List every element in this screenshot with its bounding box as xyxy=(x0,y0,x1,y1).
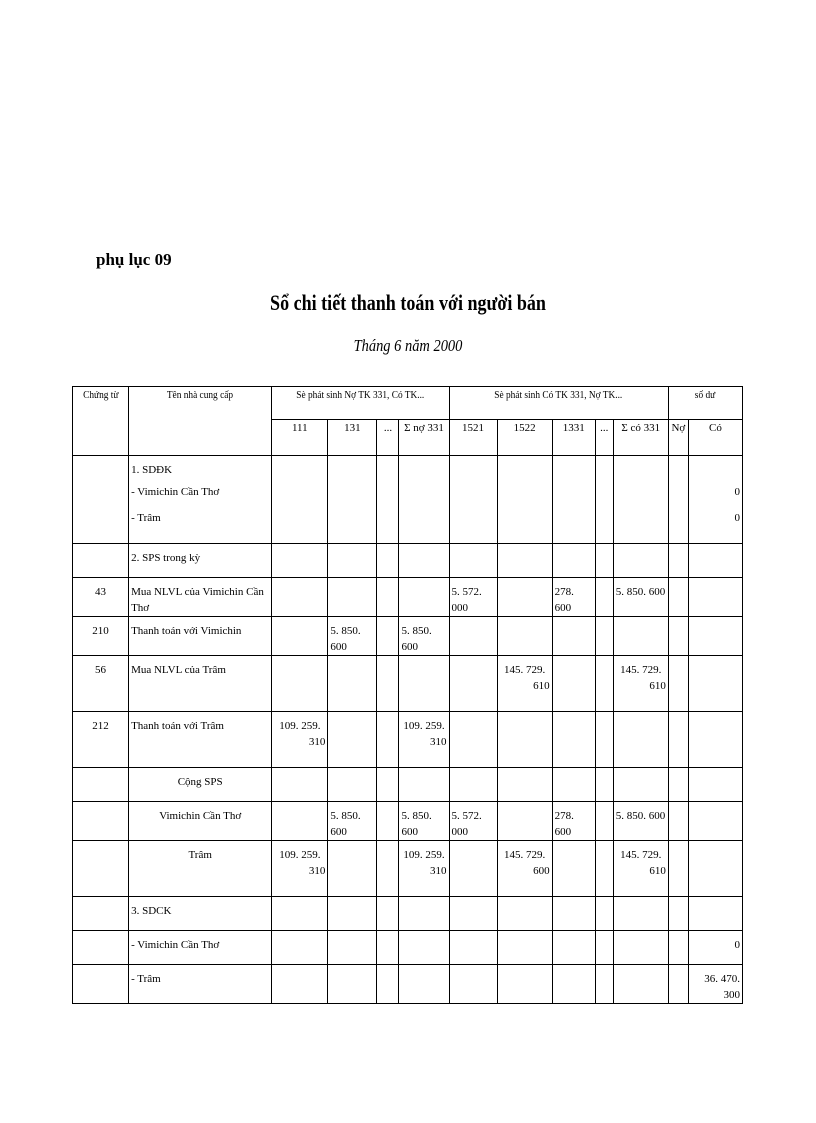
header-supplier: Tên nhà cung cấp xyxy=(129,387,272,456)
table-row xyxy=(73,617,743,656)
value-cell: 109. 259. 310 xyxy=(272,712,328,768)
header-debit-group: Sè phát sinh Nợ TK 331, Có TK... xyxy=(272,387,449,420)
value-cell: 145. 729. 610 xyxy=(497,656,552,712)
header-col: 131 xyxy=(328,420,377,456)
appendix-label: phụ lục 09 xyxy=(96,250,172,269)
description-cell: Thanh toán với Vimichin xyxy=(129,617,272,656)
header-col: Σ nợ 331 xyxy=(399,420,449,456)
table-row xyxy=(73,712,743,768)
closing-supplier: - Vimichin Cần Thơ xyxy=(129,931,272,965)
totals-label: Cộng SPS xyxy=(129,768,272,802)
header-col: ... xyxy=(595,420,613,456)
value-cell: 5. 850. 600 xyxy=(399,617,449,656)
value-cell: 109. 259. 310 xyxy=(399,712,449,768)
header-col: ... xyxy=(377,420,399,456)
voucher-cell: 210 xyxy=(73,617,129,656)
opening-balance-tram: 0 xyxy=(734,512,740,524)
value-cell: 5. 572. 000 xyxy=(449,578,497,617)
total-supplier: Vimichin Cần Thơ xyxy=(129,802,272,841)
description-cell: Thanh toán với Trâm xyxy=(129,712,272,768)
table-row-closing xyxy=(73,931,743,965)
closing-balance: 0 xyxy=(688,931,742,965)
value-cell: 5. 850. 600 xyxy=(613,578,668,617)
opening-balance-vimichin: 0 xyxy=(734,486,740,498)
value-cell: 278. 600 xyxy=(552,578,595,617)
description-cell: Mua NLVL của Vimichin Cần Thơ xyxy=(129,578,272,617)
table-row-opening xyxy=(73,456,743,544)
section-label: 2. SPS trong kỳ xyxy=(129,544,272,578)
opening-supplier-vimichin: - Vimichin Cần Thơ xyxy=(131,486,220,498)
section-label: 3. SDCK xyxy=(129,897,272,931)
table-row-closing xyxy=(73,965,743,1004)
table-row-section xyxy=(73,897,743,931)
value-cell: 5. 850. 600 xyxy=(328,802,377,841)
header-voucher: Chứng từ xyxy=(73,387,129,456)
ledger-table xyxy=(72,386,743,1004)
value-cell: 109. 259. 310 xyxy=(272,841,328,897)
table-row-section xyxy=(73,544,743,578)
value-cell: 145. 729. 610 xyxy=(613,656,668,712)
header-row-groups xyxy=(73,387,743,420)
table-row-totals-label xyxy=(73,768,743,802)
opening-section-label: 1. SDĐK xyxy=(131,464,173,476)
voucher-cell: 56 xyxy=(73,656,129,712)
opening-supplier-tram: - Trâm xyxy=(131,512,161,524)
table-row-total xyxy=(73,841,743,897)
value-cell: 145. 729. 600 xyxy=(497,841,552,897)
opening-cell xyxy=(129,456,272,544)
closing-balance: 36. 470. 300 xyxy=(688,965,742,1004)
header-credit-group: Sè phát sinh Có TK 331, Nợ TK... xyxy=(449,387,668,420)
header-col: Σ có 331 xyxy=(613,420,668,456)
header-col: 1521 xyxy=(449,420,497,456)
total-supplier: Trâm xyxy=(129,841,272,897)
header-col: Nợ xyxy=(668,420,688,456)
value-cell: 145. 729. 610 xyxy=(613,841,668,897)
closing-supplier: - Trâm xyxy=(129,965,272,1004)
voucher-cell: 212 xyxy=(73,712,129,768)
header-balance-group: số dư xyxy=(668,387,742,420)
header-col: Có xyxy=(688,420,742,456)
header-col: 1522 xyxy=(497,420,552,456)
table-row-total xyxy=(73,802,743,841)
header-col: 1331 xyxy=(552,420,595,456)
page-title: Sổ chi tiết thanh toán với người bán xyxy=(270,290,546,315)
value-cell: 109. 259. 310 xyxy=(399,841,449,897)
value-cell: 5. 850. 600 xyxy=(328,617,377,656)
value-cell: 5. 850. 600 xyxy=(399,802,449,841)
header-col: 111 xyxy=(272,420,328,456)
value-cell: 5. 572. 000 xyxy=(449,802,497,841)
value-cell: 278. 600 xyxy=(552,802,595,841)
value-cell: 5. 850. 600 xyxy=(613,802,668,841)
voucher-cell: 43 xyxy=(73,578,129,617)
table-row xyxy=(73,656,743,712)
page-subtitle: Tháng 6 năm 2000 xyxy=(353,336,463,355)
table-row xyxy=(73,578,743,617)
description-cell: Mua NLVL của Trâm xyxy=(129,656,272,712)
